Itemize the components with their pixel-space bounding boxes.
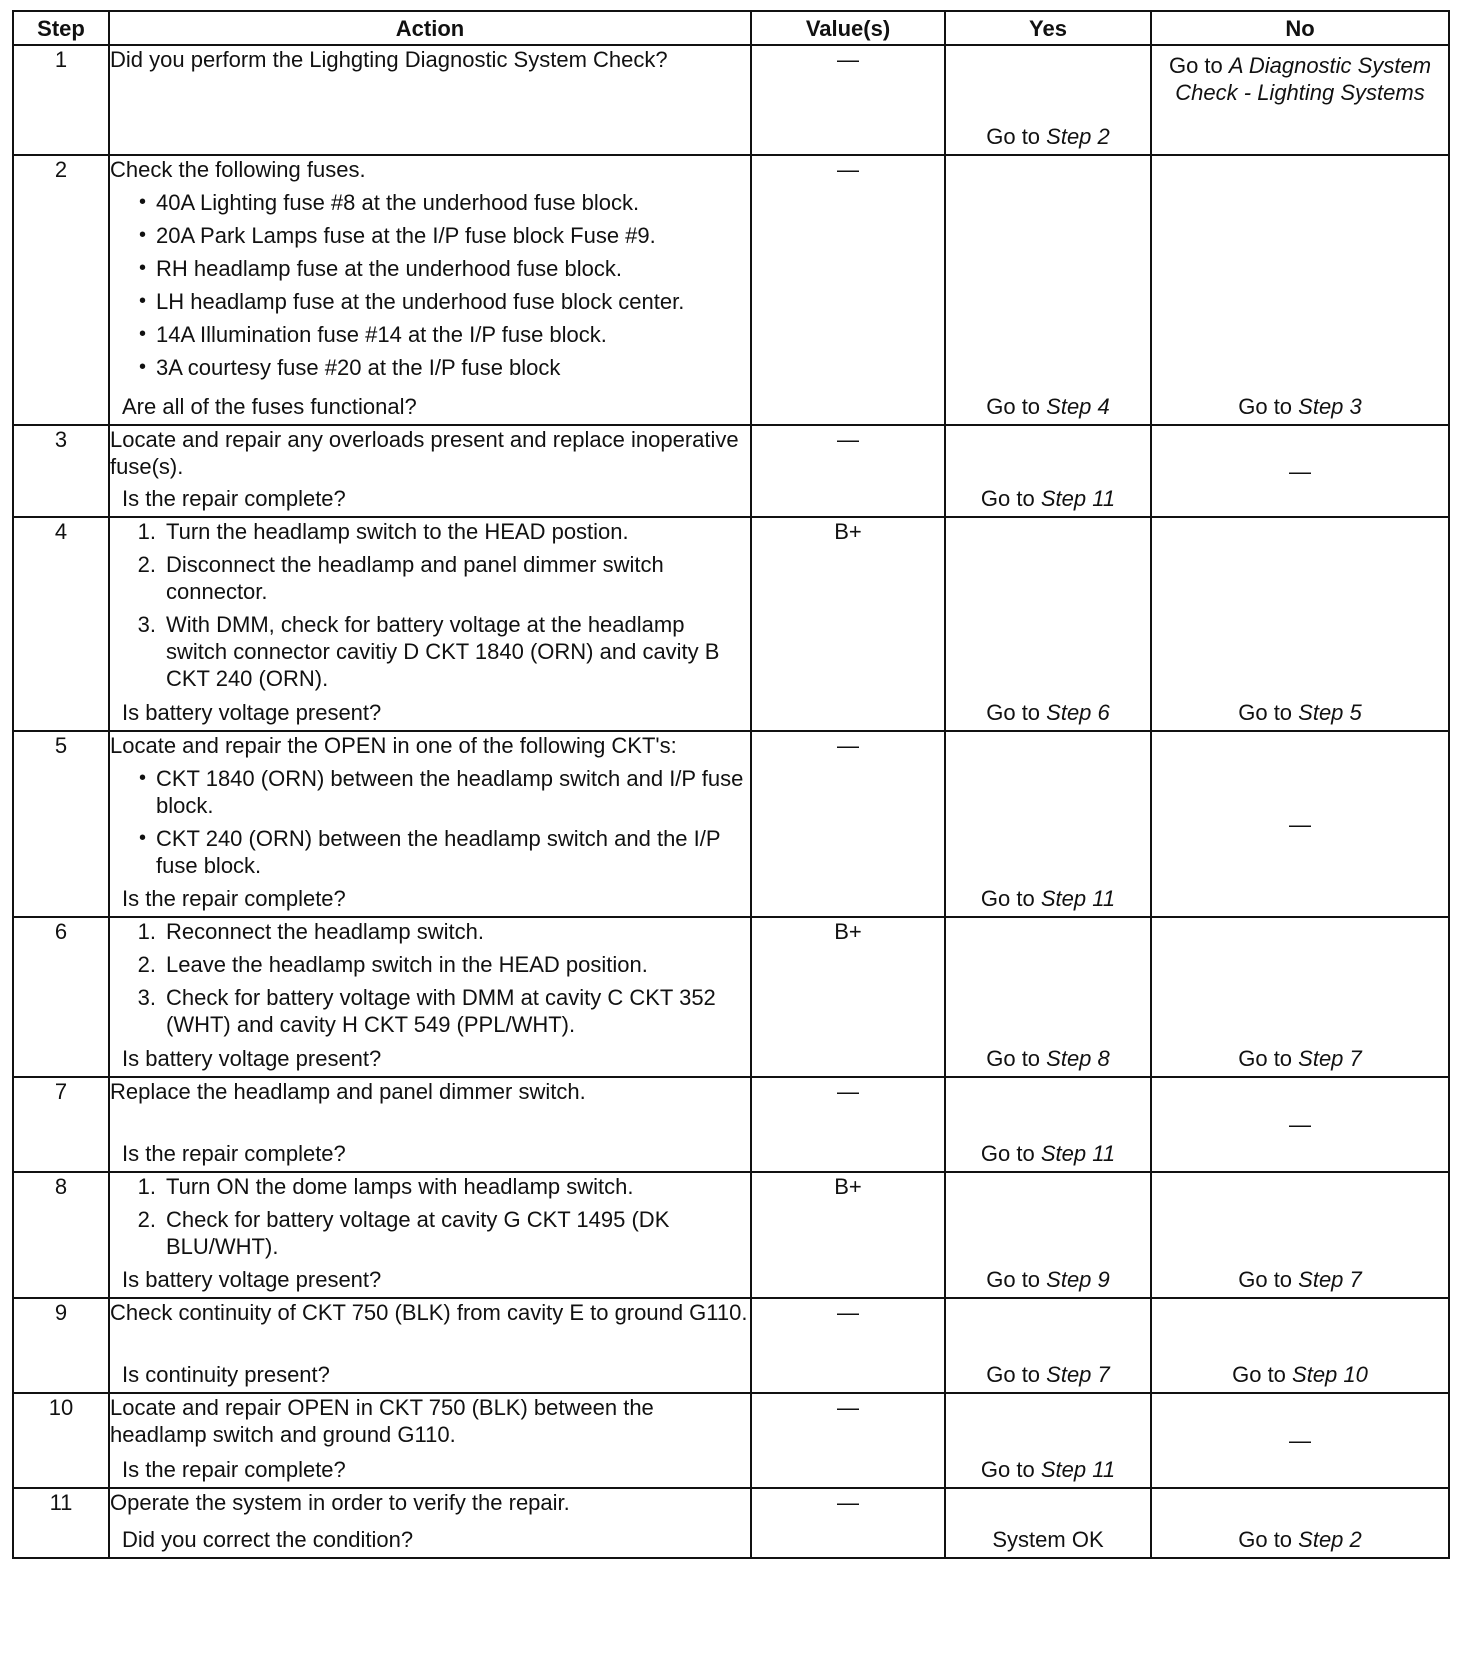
yes-step-link[interactable]: Step 11 (1040, 886, 1116, 911)
yes-step-link[interactable]: Step 8 (1046, 1046, 1110, 1071)
yes-cell (945, 517, 1151, 731)
no-text: — (1289, 1112, 1311, 1137)
table-row (13, 1298, 1449, 1393)
table-row (13, 1393, 1449, 1488)
value-cell: B+ (751, 917, 945, 1077)
no-cell (1151, 425, 1449, 517)
yes-result (946, 485, 1150, 512)
numbered-item (110, 611, 750, 692)
header-yes: Yes (945, 11, 1151, 45)
bullet-item (110, 825, 750, 879)
yes-result (946, 1526, 1150, 1553)
step-number: 11 (13, 1488, 109, 1558)
question-text: Is battery voltage present? (122, 700, 382, 725)
question-text: Is the repair complete? (122, 886, 346, 911)
question-text: Is battery voltage present? (122, 1267, 382, 1292)
question-text: Are all of the fuses functional? (122, 394, 417, 419)
numbered-item (110, 518, 750, 545)
action-cell (109, 1488, 751, 1558)
no-cell (1151, 1298, 1449, 1393)
table-row (13, 425, 1449, 517)
item-text: Check for battery voltage with DMM at cavity C CKT 352 (WHT) and cavity H CKT 549 (PPL/WHT). (166, 985, 716, 1037)
no-step-link[interactable]: Step 7 (1298, 1046, 1362, 1071)
question-text: Is continuity present? (122, 1362, 330, 1387)
numbered-item (110, 951, 750, 978)
action-text: Locate and repair any overloads present and replace inoperative fuse(s). (110, 427, 739, 479)
bullet-icon: • (138, 323, 146, 345)
item-text: Check for battery voltage at cavity G CKT 1495 (DK BLU/WHT). (166, 1207, 670, 1259)
yes-result (946, 1045, 1150, 1072)
no-step-link[interactable]: Step 3 (1298, 394, 1362, 419)
yes-cell (945, 45, 1151, 155)
no-cell (1151, 731, 1449, 917)
bullet-icon: • (138, 290, 146, 312)
value-cell: — (751, 731, 945, 917)
yes-result (946, 1140, 1150, 1167)
action-cell (109, 517, 751, 731)
yes-step-link[interactable]: Step 11 (1040, 1457, 1116, 1482)
action-text: Did you perform the Lighgting Diagnostic System Check? (110, 47, 668, 72)
bullet-text: LH headlamp fuse at the underhood fuse block center. (156, 289, 685, 314)
no-result (1152, 699, 1448, 726)
step-number: 10 (13, 1393, 109, 1488)
item-text: Reconnect the headlamp switch. (166, 919, 484, 944)
no-result (1152, 1526, 1448, 1553)
yes-step-link[interactable]: Step 11 (1040, 486, 1116, 511)
yes-cell (945, 1172, 1151, 1298)
step-number: 5 (13, 731, 109, 917)
no-step-link[interactable]: Step 10 (1292, 1362, 1368, 1387)
numbered-item (110, 918, 750, 945)
diagnostic-table (12, 10, 1450, 1559)
yes-prefix: Go to (986, 1046, 1047, 1071)
action-cell (109, 1298, 751, 1393)
no-cell (1151, 155, 1449, 425)
value-cell: — (751, 1298, 945, 1393)
no-cell (1151, 1077, 1449, 1172)
yes-cell (945, 1393, 1151, 1488)
action-text: Operate the system in order to verify the repair. (110, 1490, 570, 1515)
yes-step-link[interactable]: Step 4 (1046, 394, 1110, 419)
value-cell: — (751, 1077, 945, 1172)
header-action: Action (109, 11, 751, 45)
action-text: Replace the headlamp and panel dimmer switch. (110, 1079, 586, 1104)
yes-cell (945, 425, 1151, 517)
table-row (13, 1172, 1449, 1298)
no-prefix: Go to (1238, 394, 1299, 419)
bullet-icon: • (138, 827, 146, 849)
no-step-link[interactable]: Step 2 (1298, 1527, 1362, 1552)
no-prefix: Go to (1232, 1362, 1293, 1387)
bullet-icon: • (138, 224, 146, 246)
value-cell: — (751, 425, 945, 517)
no-text: — (1289, 1428, 1311, 1453)
yes-cell (945, 731, 1151, 917)
yes-cell (945, 1077, 1151, 1172)
yes-prefix: Go to (986, 700, 1047, 725)
bullet-item (110, 222, 750, 249)
yes-prefix: Go to (986, 124, 1047, 149)
action-cell (109, 45, 751, 155)
yes-cell (945, 1488, 1151, 1558)
table-row (13, 155, 1449, 425)
item-text: Turn ON the dome lamps with headlamp switch. (166, 1174, 634, 1199)
no-cell (1151, 1172, 1449, 1298)
bullet-icon: • (138, 191, 146, 213)
action-cell (109, 731, 751, 917)
table-row (13, 517, 1449, 731)
yes-step-link[interactable]: Step 9 (1046, 1267, 1110, 1292)
no-text: — (1289, 458, 1311, 484)
table-row (13, 45, 1449, 155)
no-result (1152, 46, 1448, 106)
yes-result (946, 699, 1150, 726)
value-cell: — (751, 1393, 945, 1488)
item-text: Disconnect the headlamp and panel dimmer switch connector. (166, 552, 664, 604)
step-number: 8 (13, 1172, 109, 1298)
step-number: 1 (13, 45, 109, 155)
item-text: Leave the headlamp switch in the HEAD position. (166, 952, 648, 977)
header-no: No (1151, 11, 1449, 45)
item-number: 1. (137, 1174, 156, 1199)
bullet-icon: • (138, 257, 146, 279)
item-number: 2. (137, 1207, 156, 1232)
value-cell: B+ (751, 1172, 945, 1298)
bullet-item (110, 189, 750, 216)
no-text: — (1289, 811, 1311, 837)
action-cell (109, 425, 751, 517)
yes-step-link[interactable]: Step 11 (1040, 1141, 1116, 1166)
yes-prefix: Go to (986, 394, 1047, 419)
yes-result (946, 1266, 1150, 1293)
step-number: 6 (13, 917, 109, 1077)
no-result (1152, 1045, 1448, 1072)
no-prefix: Go to (1238, 700, 1299, 725)
question-text: Did you correct the condition? (122, 1527, 414, 1552)
no-prefix: Go to (1238, 1267, 1299, 1292)
item-number: 2. (137, 952, 156, 977)
action-text: Locate and repair the OPEN in one of the following CKT's: (110, 733, 677, 758)
numbered-item (110, 984, 750, 1038)
header-step: Step (13, 11, 109, 45)
bullet-text: 20A Park Lamps fuse at the I/P fuse block Fuse #9. (156, 223, 656, 248)
question-text: Is the repair complete? (122, 486, 346, 511)
table-row (13, 731, 1449, 917)
question-text: Is the repair complete? (122, 1141, 346, 1166)
table-row (13, 1488, 1449, 1558)
no-step-link[interactable]: Step 5 (1298, 700, 1362, 725)
bullet-item (110, 288, 750, 315)
bullet-text: 3A courtesy fuse #20 at the I/P fuse block (156, 355, 561, 380)
action-cell (109, 1393, 751, 1488)
no-step-link[interactable]: Step 7 (1298, 1267, 1362, 1292)
bullet-text: 14A Illumination fuse #14 at the I/P fuse block. (156, 322, 607, 347)
yes-cell (945, 1298, 1151, 1393)
yes-prefix: Go to (986, 1362, 1047, 1387)
item-text: With DMM, check for battery voltage at the headlamp switch connector cavitiy D CKT 1840 (ORN) and cavity B CKT 240 (ORN). (166, 612, 720, 691)
no-result (1152, 393, 1448, 420)
item-text: Turn the headlamp switch to the HEAD postion. (166, 519, 629, 544)
numbered-item (110, 1206, 750, 1260)
header-values: Value(s) (751, 11, 945, 45)
item-number: 3. (137, 985, 156, 1010)
action-text: Check the following fuses. (110, 157, 366, 182)
bullet-item (110, 255, 750, 282)
yes-prefix: Go to (980, 1141, 1041, 1166)
numbered-item (110, 1173, 750, 1200)
bullet-text: 40A Lighting fuse #8 at the underhood fuse block. (156, 190, 640, 215)
yes-result (946, 393, 1150, 420)
no-cell (1151, 917, 1449, 1077)
value-cell: — (751, 1488, 945, 1558)
item-number: 3. (137, 612, 156, 637)
question-text: Is the repair complete? (122, 1457, 346, 1482)
yes-result (946, 1456, 1150, 1483)
value-cell: — (751, 45, 945, 155)
action-text: Check continuity of CKT 750 (BLK) from cavity E to ground G110. (110, 1300, 748, 1325)
bullet-text: CKT 1840 (ORN) between the headlamp switch and I/P fuse block. (156, 766, 744, 818)
step-number: 7 (13, 1077, 109, 1172)
bullet-icon: • (138, 767, 146, 789)
no-cell (1151, 1488, 1449, 1558)
no-prefix: Go to (1168, 53, 1229, 78)
action-cell (109, 1077, 751, 1172)
bullet-icon: • (138, 356, 146, 378)
bullet-text: RH headlamp fuse at the underhood fuse block. (156, 256, 622, 281)
bullet-text: CKT 240 (ORN) between the headlamp switch and the I/P fuse block. (156, 826, 721, 878)
yes-result (946, 885, 1150, 912)
yes-cell (945, 155, 1151, 425)
yes-cell (945, 917, 1151, 1077)
bullet-item (110, 765, 750, 819)
value-cell: — (751, 155, 945, 425)
no-step-link[interactable]: A Diagnostic System Check - Lighting Systems (1175, 53, 1432, 105)
yes-step-link[interactable]: Step 6 (1046, 700, 1110, 725)
table-row (13, 1077, 1449, 1172)
step-number: 4 (13, 517, 109, 731)
no-prefix: Go to (1238, 1046, 1299, 1071)
yes-text: System OK (992, 1527, 1104, 1552)
item-number: 2. (137, 552, 156, 577)
yes-result (946, 1361, 1150, 1388)
header-row (13, 11, 1449, 45)
yes-step-link[interactable]: Step 2 (1046, 124, 1110, 149)
no-result (1152, 1361, 1448, 1388)
action-cell (109, 1172, 751, 1298)
yes-prefix: Go to (980, 886, 1041, 911)
yes-prefix: Go to (980, 1457, 1041, 1482)
no-cell (1151, 517, 1449, 731)
yes-result (946, 123, 1150, 150)
table-row (13, 917, 1449, 1077)
yes-step-link[interactable]: Step 7 (1046, 1362, 1110, 1387)
action-cell (109, 917, 751, 1077)
bullet-item (110, 354, 750, 381)
question-text: Is battery voltage present? (122, 1046, 382, 1071)
step-number: 2 (13, 155, 109, 425)
no-prefix: Go to (1238, 1527, 1299, 1552)
action-cell (109, 155, 751, 425)
item-number: 1. (137, 919, 156, 944)
step-number: 9 (13, 1298, 109, 1393)
item-number: 1. (137, 519, 156, 544)
no-cell (1151, 1393, 1449, 1488)
yes-prefix: Go to (986, 1267, 1047, 1292)
numbered-item (110, 551, 750, 605)
no-cell (1151, 45, 1449, 155)
bullet-item (110, 321, 750, 348)
step-number: 3 (13, 425, 109, 517)
value-cell: B+ (751, 517, 945, 731)
action-text: Locate and repair OPEN in CKT 750 (BLK) between the headlamp switch and ground G110. (110, 1395, 654, 1447)
yes-prefix: Go to (980, 486, 1041, 511)
no-result (1152, 1266, 1448, 1293)
